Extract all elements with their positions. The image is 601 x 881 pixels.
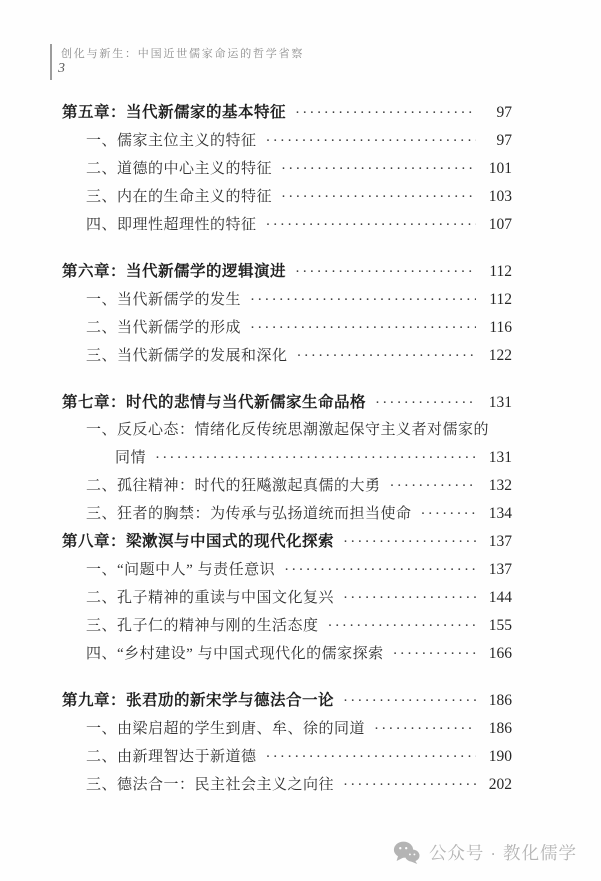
dot-leader (281, 183, 476, 211)
toc-row (62, 500, 512, 528)
toc-row (62, 584, 512, 612)
dot-leader (250, 286, 476, 314)
dot-leader (295, 99, 476, 127)
toc-item-text: 二、孔子精神的重读与中国文化复兴 (86, 590, 335, 606)
dot-leader (266, 743, 476, 771)
toc-chapter-title: 第五章：当代新儒家的基本特征 (62, 104, 287, 121)
toc-item-text: 一、“问题中人” 与责任意识 (86, 562, 276, 578)
toc-chapter (62, 687, 512, 799)
toc-item-text: 二、当代新儒学的形成 (86, 320, 242, 336)
toc-row (62, 687, 512, 715)
toc-page-number: 132 (488, 477, 512, 494)
dot-leader (343, 771, 476, 799)
toc-item-text: 一、由梁启超的学生到唐、牟、徐的同道 (86, 721, 366, 737)
watermark-footer (393, 840, 577, 865)
toc-chapter (62, 389, 512, 528)
table-of-contents (62, 99, 512, 799)
dot-leader (393, 640, 476, 668)
toc-page-number: 134 (488, 505, 512, 522)
dot-leader (250, 314, 476, 342)
dot-leader (284, 556, 476, 584)
toc-row (62, 342, 512, 370)
toc-page-number: 101 (488, 160, 512, 177)
dot-leader (390, 472, 476, 500)
toc-row (62, 528, 512, 556)
toc-page-number: 202 (488, 776, 512, 793)
toc-item-text: 一、当代新儒学的发生 (86, 292, 242, 308)
toc-item-text: 一、反反心态：情绪化反传统思潮激起保守主义者对儒家的 (86, 422, 490, 438)
toc-page-number: 107 (488, 216, 512, 233)
toc-row (62, 444, 512, 472)
toc-chapter-title: 第六章：当代新儒学的逻辑演进 (62, 263, 287, 280)
toc-item-text: 三、内在的生命主义的特征 (86, 189, 273, 205)
toc-item-text: 二、道德的中心主义的特征 (86, 161, 273, 177)
dot-leader (343, 687, 476, 715)
toc-item-text: 四、“乡村建设” 与中国式现代化的儒家探索 (86, 646, 384, 662)
toc-page-number: 97 (496, 104, 512, 121)
toc-item-text: 四、即理性超理性的特征 (86, 217, 257, 233)
toc-row (62, 743, 512, 771)
toc-row (62, 640, 512, 668)
toc-row (62, 771, 512, 799)
toc-page-number: 131 (488, 394, 512, 411)
toc-row (62, 183, 512, 211)
toc-chapter (62, 528, 512, 668)
toc-page-number: 103 (488, 188, 512, 205)
dot-leader (281, 155, 476, 183)
toc-row (62, 612, 512, 640)
toc-item-text: 三、孔子仁的精神与刚的生活态度 (86, 618, 319, 634)
toc-chapter (62, 258, 512, 370)
toc-page-number: 116 (489, 319, 512, 336)
toc-page-number: 186 (488, 692, 512, 709)
toc-row (62, 556, 512, 584)
dot-leader (266, 127, 476, 155)
dot-leader (343, 584, 476, 612)
folio-page-number: 3 (58, 61, 65, 76)
dot-leader (295, 258, 476, 286)
toc-page-number: 144 (488, 589, 512, 606)
dot-leader (375, 389, 476, 417)
toc-row (62, 211, 512, 239)
dot-leader (328, 612, 476, 640)
toc-row (62, 286, 512, 314)
running-title: 创化与新生：中国近世儒家命运的哲学省察 (61, 48, 305, 60)
toc-item-text: 三、德法合一：民主社会主义之向往 (86, 777, 335, 793)
dot-leader (374, 715, 476, 743)
toc-page-number: 131 (488, 449, 512, 466)
toc-row (62, 472, 512, 500)
toc-page-number: 112 (489, 291, 512, 308)
toc-row (62, 389, 512, 417)
toc-page-number: 190 (488, 748, 512, 765)
toc-page-number: 155 (488, 617, 512, 634)
dot-leader (297, 342, 476, 370)
toc-chapter-title: 第八章：梁漱溟与中国式的现代化探索 (62, 533, 335, 550)
toc-item-text: 一、儒家主位主义的特征 (86, 133, 257, 149)
header-vertical-rule (50, 44, 52, 80)
toc-row (62, 155, 512, 183)
toc-page-number: 166 (488, 645, 512, 662)
toc-page-number: 137 (488, 533, 512, 550)
toc-page-number: 97 (496, 132, 512, 149)
dot-leader (155, 444, 476, 472)
dot-leader (343, 528, 476, 556)
toc-row (62, 99, 512, 127)
toc-item-text: 三、狂者的胸禁：为传承与弘扬道统而担当使命 (86, 506, 412, 522)
watermark-text: 公众号 · 教化儒学 (428, 843, 577, 863)
toc-item-text: 二、孤往精神：时代的狂飚激起真儒的大勇 (86, 478, 381, 494)
toc-page-number: 137 (488, 561, 512, 578)
toc-item-continuation: 同情 (115, 450, 147, 466)
toc-row (62, 314, 512, 342)
toc-page-number: 122 (488, 347, 512, 364)
dot-leader (266, 211, 476, 239)
toc-page-number: 112 (489, 263, 512, 280)
toc-row (62, 127, 512, 155)
toc-chapter (62, 99, 512, 239)
wechat-icon (393, 841, 420, 864)
toc-row (62, 417, 512, 444)
toc-item-text: 二、由新理智达于新道德 (86, 749, 257, 765)
toc-item-text: 三、当代新儒学的发展和深化 (86, 348, 288, 364)
dot-leader (421, 500, 476, 528)
toc-chapter-title: 第七章：时代的悲情与当代新儒家生命品格 (62, 394, 367, 411)
toc-row (62, 715, 512, 743)
toc-row (62, 258, 512, 286)
toc-chapter-title: 第九章：张君劢的新宋学与德法合一论 (62, 692, 335, 709)
toc-page-number: 186 (488, 720, 512, 737)
